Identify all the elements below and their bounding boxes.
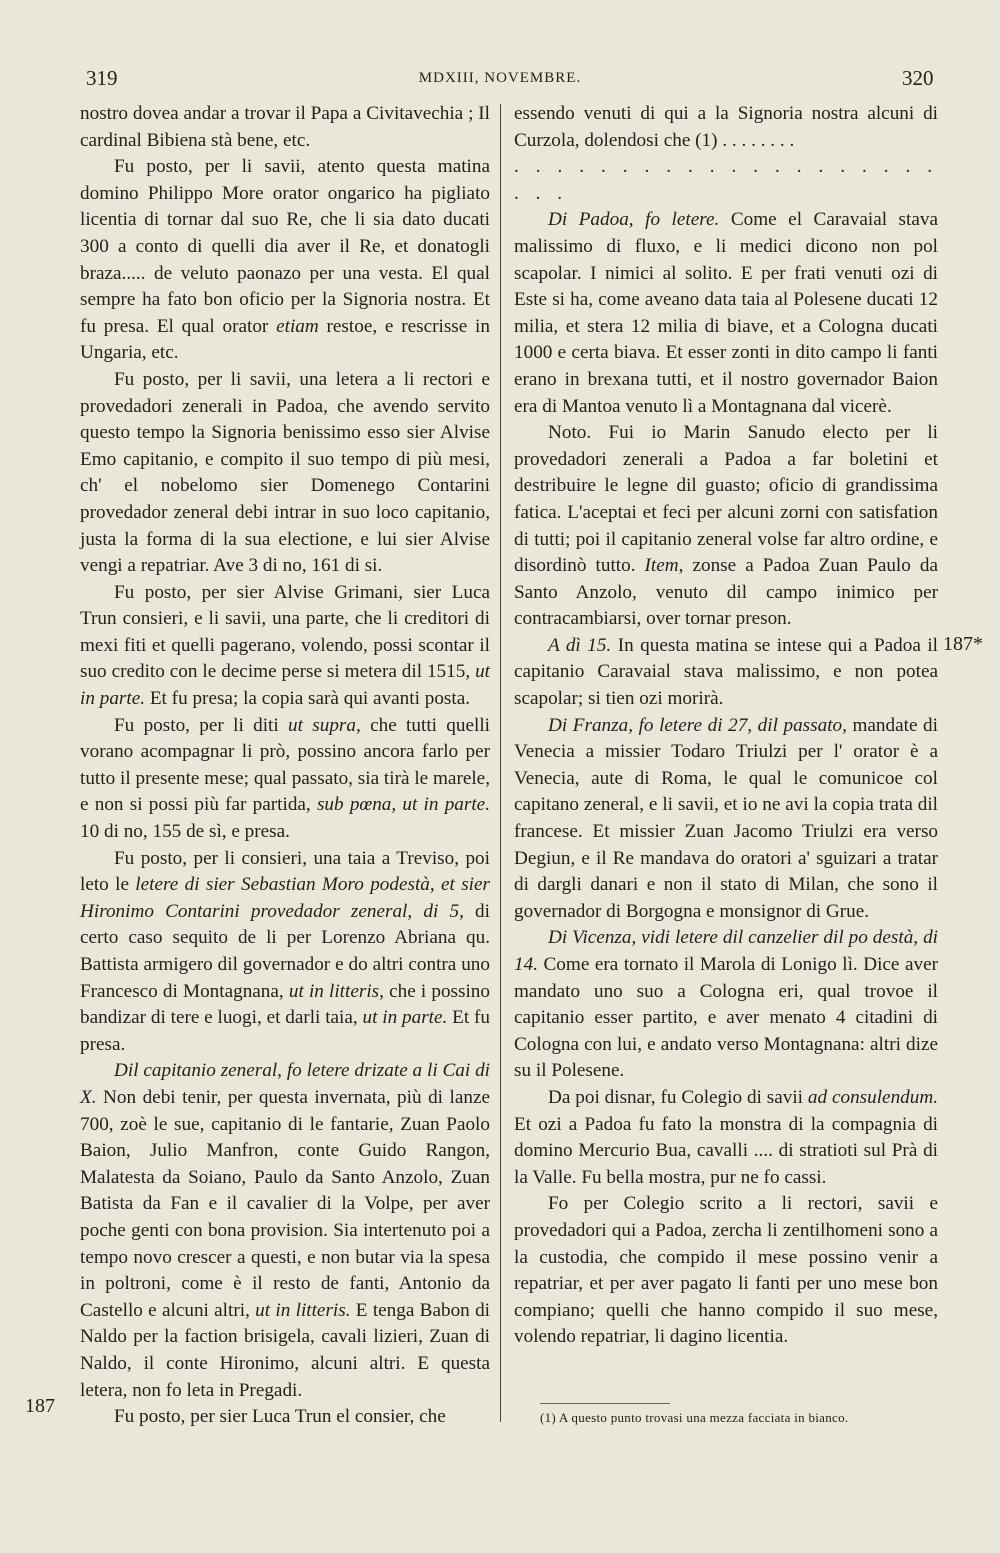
paragraph bbox=[514, 633, 938, 713]
italic-text: Di Padoa, fo letere. bbox=[548, 209, 720, 231]
text-run: Fo per Colegio scrito a li rectori, savii e provedadori qui a Padoa, zercha li zentilhomeni sono a la custodia, che compido il mese possino venir a repatriar, et per aver pagato li fanti per uno mese bon compiano; quelli che hanno compido il suo mese, volendo repatriar, li dagino licentia. bbox=[514, 1193, 938, 1348]
text-run: Et ozi a Padoa fu fato la monstra di la compagnia di domino Mercurio Bua, cavalli .... di stratioti sul Prà di la Valle. Fu bella mostra, pur ne fo cassi. bbox=[514, 1113, 938, 1188]
italic-text: ut in parte. bbox=[80, 661, 490, 710]
page-header bbox=[0, 66, 1000, 96]
text-run: restoe, e rescrisse in Ungaria, etc. bbox=[80, 315, 490, 364]
italic-text: ut in litteris. bbox=[255, 1299, 351, 1321]
paragraph bbox=[80, 713, 490, 846]
text-run: Non debi tenir, per questa invernata, più di lanze 700, zoè le sue, capitanio di le fantarie, Zuan Paolo Baion, Julio Manfron, conte Guido Rangon, Malatesta da Soiano, Paulo da Santo Anzolo, Zuan Batista da Fan e il cavalier di la Volpe, per aver poche genti con bona provision. Sia intertenuto poi a tempo novo crescer a questi, e non butar via la spesa in poltroni, come è il resto de fanti, Antonio da Castello e alcuni altri, bbox=[80, 1086, 490, 1321]
italic-text: ut supra, bbox=[288, 714, 361, 736]
page-number-right: 320 bbox=[902, 66, 934, 90]
paragraph bbox=[514, 101, 938, 154]
text-run: Et fu presa; la copia sarà qui avanti posta. bbox=[145, 688, 471, 710]
italic-text: Item, bbox=[644, 555, 684, 577]
margin-note-right: 187* bbox=[943, 633, 983, 655]
paragraph bbox=[80, 101, 490, 154]
text-run: Fu posto, per li diti bbox=[114, 714, 289, 736]
paragraph bbox=[514, 1085, 938, 1191]
footnote: (1) A questo punto trovasi una mezza facciata in bianco. bbox=[540, 1410, 849, 1425]
text-run: Fu posto, per li consieri, una taia a Treviso, poi leto le bbox=[80, 847, 490, 896]
text-run: di certo caso sequito de li per Lorenzo Abriana qu. Battista armigero dil governador e do altri contra uno Francesco di Montagnana, bbox=[80, 900, 490, 1002]
paragraph bbox=[80, 154, 490, 367]
text-run: che i possino bandizar di tere e luogi, et darli taia, bbox=[80, 980, 490, 1029]
right-column bbox=[514, 101, 938, 1351]
footnote-rule bbox=[540, 1403, 670, 1404]
running-title: MDXIII, NOVEMBRE. bbox=[418, 70, 582, 86]
italic-text: sub pœna, ut in parte. bbox=[316, 794, 490, 816]
italic-text: Di Vicenza, vidi letere dil canzelier dil po destà, di 14. bbox=[514, 927, 938, 975]
paragraph bbox=[80, 367, 490, 580]
italic-text: letere di sier Sebastian Moro podestà, et sier Hironimo Contarini provedador zeneral, di 5, bbox=[80, 874, 490, 922]
page-number-left: 319 bbox=[86, 66, 118, 90]
text-run: che tutti quelli vorano acompagnar li prò, possino ancora farlo per tutto il presente mese; qual passato, sia tirà le marele, e non si possi più far partida, bbox=[80, 714, 490, 816]
italic-text: ut in litteris, bbox=[288, 980, 384, 1002]
text-run: Da poi disnar, fu Colegio di savii bbox=[548, 1086, 808, 1108]
text-run: Come era tornato il Marola di Lonigo lì. Dice aver mandato uno suo a Cologna eri, qual trovoe il capitanio esser partito, e aver menato 4 citadini di Cologna con lui, e andato verso Montagnana: altri dize su il Polesene. bbox=[514, 954, 938, 1082]
text-run: Fu posto, per sier Alvise Grimani, sier Luca Trun consieri, e li savii, una parte, che li creditori di mexi fiti et quelli pagerano, volendo, possi scontar il suo credito con le decime perse si metera dil 1515, bbox=[80, 581, 490, 683]
text-run: Et fu presa. bbox=[80, 1007, 490, 1055]
paragraph bbox=[514, 420, 938, 633]
paragraph bbox=[80, 846, 490, 1059]
text-run: Fu posto, per li savii, una letera a li rectori e provedadori zenerali in Padoa, che avendo servito questo tempo la Signoria benissimo esso sier Alvise Emo capitanio, e compito il suo tempo di più mesi, ch' el nobelomo sier Domenego Contarini provedador zeneral debi intrar in suo loco capitanio, justa la forma di la sua electione, e lui sier Alvise vengi a repatriar. Ave 3 di no, 161 di si. bbox=[80, 368, 490, 577]
paragraph bbox=[80, 580, 490, 713]
paragraph bbox=[80, 1404, 490, 1431]
italic-text: Di Franza, fo letere di 27, dil passato, bbox=[548, 714, 847, 736]
left-column bbox=[80, 101, 490, 1431]
column-divider bbox=[500, 104, 501, 1422]
paragraph bbox=[514, 1191, 938, 1351]
paragraph bbox=[514, 154, 938, 207]
italic-text: etiam bbox=[276, 315, 319, 337]
text-run: Fu posto, per li savii, atento questa matina domino Philippo More orator ongarico ha pigliato licentia di tornar dal suo Re, che li sia dato ducati 300 a conto di quelli dia aver il Re, et donatogli braza..... de veluto paonazo per una vesta. El qual sempre ha fato bon oficio per la Signoria nostra. Et fu presa. El qual orator bbox=[80, 156, 490, 337]
paragraph bbox=[514, 925, 938, 1085]
text-run: E tenga Babon di Naldo per la faction brisigela, cavali lizieri, Zuan di Naldo, il conte Hironimo, alcuni altri. E questa letera, non fo leta in Pregadi. bbox=[80, 1299, 490, 1401]
italic-text: ut in parte. bbox=[362, 1007, 448, 1029]
text-run: Fu posto, per sier Luca Trun el consier, che bbox=[114, 1406, 446, 1428]
paragraph bbox=[514, 713, 938, 926]
text-run: Come el Caravaial stava malissimo di fluxo, e li medici dicono non pol scapolar. I nimici al solito. E per frati venuti ozi di Este si ha, come aveano data taia al Polesene ducati 12 milia, et stera 12 milia di biave, et a Cologna ducati 1000 e certa biava. Et esser zonti in dito campo li fanti erano in brexana tutti, et il nostro governador Baion era di Mantoa venuto lì a Montagnana dal vicerè. bbox=[514, 209, 938, 417]
text-run: essendo venuti di qui a la Signoria nostra alcuni di Curzola, dolendosi che (1) . . . . . . . . bbox=[514, 103, 938, 151]
text-run: mandate di Venecia a missier Todaro Triulzi per l' orator è a Venecia, aute di Roma, le qual le comunicoe col capitano zeneral, e li savii, et io ne avi la copia trata dil francese. Et missier Zuan Jacomo Triulzi era verso Degiun, e il Re mandava do oratori a' sguizari a tratar di dargli danari e non il stato di Milan, che sono il governador di Borgogna e monsignor di Grue. bbox=[514, 714, 938, 922]
text-run: Noto. Fui io Marin Sanudo electo per li provedadori zenerali a Padoa a far boletini et destribuire le legne dil guasto; oficio di grandissima fatica. L'aceptai et feci per alcuni zorni con satisfation di tutti; poi il capitanio zeneral volse far altro ordine, e disordinò tutto. bbox=[514, 422, 938, 577]
margin-note-left: 187 bbox=[25, 1395, 55, 1417]
italic-text: Dil capitanio zeneral, fo letere drizate a li Cai di X. bbox=[80, 1060, 490, 1108]
text-run: In questa matina se intese qui a Padoa il capitanio Caravaial stava malissimo, e non potea scapolar; si tien ozi morirà. bbox=[514, 634, 938, 710]
paragraph bbox=[514, 207, 938, 420]
text-run: zonse a Padoa Zuan Paulo da Santo Anzolo, venuto dil campo inimico per contracambiarsi, over tornar preson. bbox=[514, 555, 938, 630]
italic-text: A dì 15. bbox=[548, 634, 612, 656]
italic-text: ad consulendum. bbox=[807, 1086, 939, 1108]
text-run: . . . . . . . . . . . . . . . . . . . . . . . bbox=[514, 156, 938, 204]
paragraph bbox=[80, 1058, 490, 1404]
text-run: 10 di no, 155 de sì, e presa. bbox=[80, 821, 290, 843]
text-run: nostro dovea andar a trovar il Papa a Civitavechia ; Il cardinal Bibiena stà bene, etc. bbox=[80, 103, 490, 151]
